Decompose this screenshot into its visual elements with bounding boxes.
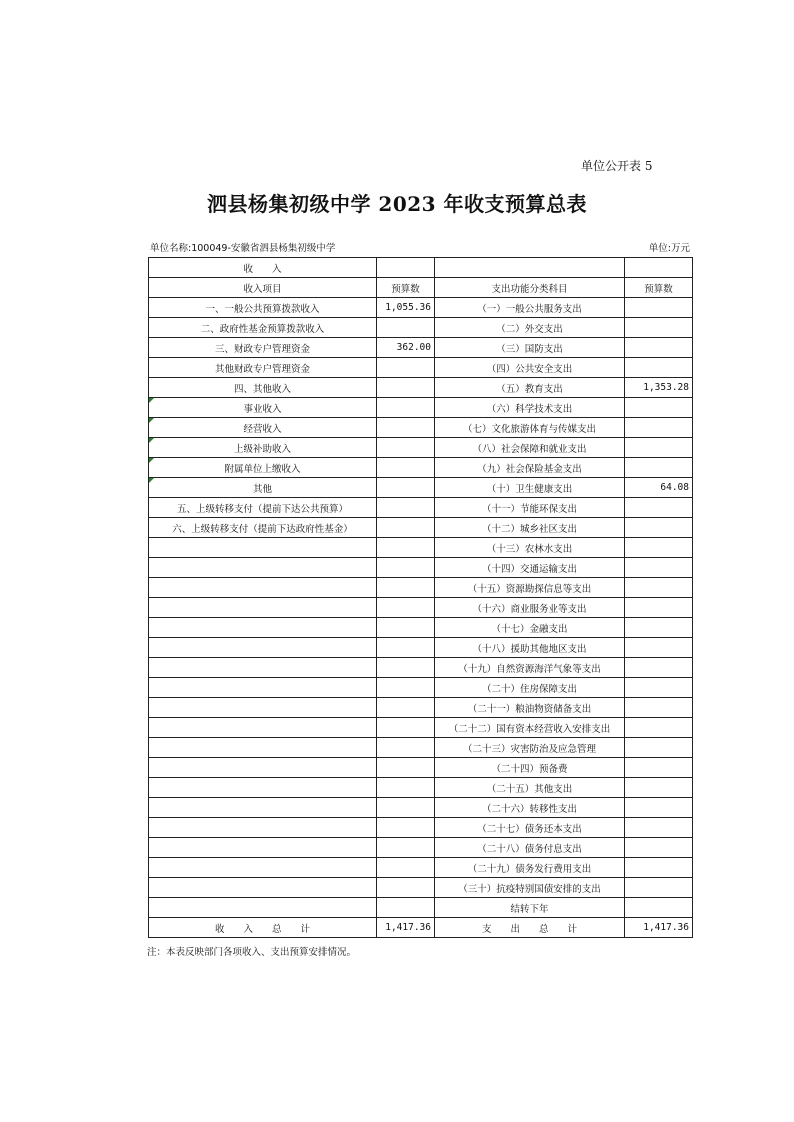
income-item-cell: 五、上级转移支付（提前下达公共预算） bbox=[149, 498, 377, 518]
expense-item-cell: （三十）抗疫特别国债安排的支出 bbox=[435, 878, 625, 898]
income-item-cell bbox=[149, 618, 377, 638]
expense-item-cell: （十七）金融支出 bbox=[435, 618, 625, 638]
income-item-cell bbox=[149, 758, 377, 778]
table-row bbox=[149, 878, 693, 898]
expense-amount-cell bbox=[625, 398, 693, 418]
table-row bbox=[149, 678, 693, 698]
expense-item-cell: （九）社会保险基金支出 bbox=[435, 458, 625, 478]
budget-table-body bbox=[149, 258, 693, 938]
expense-item-cell: （十一）节能环保支出 bbox=[435, 498, 625, 518]
table-row bbox=[149, 638, 693, 658]
income-amount-cell bbox=[377, 638, 435, 658]
totals-row bbox=[149, 918, 693, 938]
table-row bbox=[149, 518, 693, 538]
income-item-cell bbox=[149, 638, 377, 658]
table-row bbox=[149, 578, 693, 598]
income-item-cell: 事业收入 bbox=[149, 398, 377, 418]
income-item-cell: 六、上级转移支付（提前下达政府性基金） bbox=[149, 518, 377, 538]
income-item-cell bbox=[149, 658, 377, 678]
budget-table bbox=[148, 257, 693, 938]
income-total-label: 收 入 总 计 bbox=[149, 918, 377, 938]
income-total-amount: 1,417.36 bbox=[377, 918, 435, 938]
income-item-cell bbox=[149, 738, 377, 758]
table-row bbox=[149, 338, 693, 358]
expense-amount-cell bbox=[625, 558, 693, 578]
expense-item-cell: （二十七）债务还本支出 bbox=[435, 818, 625, 838]
income-item-cell bbox=[149, 858, 377, 878]
expense-amount-cell bbox=[625, 898, 693, 918]
income-amount-cell bbox=[377, 378, 435, 398]
income-item-cell bbox=[149, 578, 377, 598]
expense-item-cell: （十三）农林水支出 bbox=[435, 538, 625, 558]
table-row bbox=[149, 438, 693, 458]
expense-amount-cell bbox=[625, 498, 693, 518]
section-income-header: 收 入 bbox=[149, 258, 377, 278]
expense-amount-cell bbox=[625, 738, 693, 758]
expense-amount-cell bbox=[625, 778, 693, 798]
income-amount-cell bbox=[377, 578, 435, 598]
section-blank bbox=[377, 258, 435, 278]
table-row bbox=[149, 618, 693, 638]
income-amount-cell bbox=[377, 498, 435, 518]
expense-amount-cell bbox=[625, 538, 693, 558]
income-amount-cell bbox=[377, 658, 435, 678]
expense-amount-cell bbox=[625, 698, 693, 718]
income-item-cell: 二、政府性基金预算拨款收入 bbox=[149, 318, 377, 338]
expense-item-header: 支出功能分类科目 bbox=[435, 278, 625, 298]
expense-item-cell: （十六）商业服务业等支出 bbox=[435, 598, 625, 618]
income-item-cell bbox=[149, 838, 377, 858]
table-row bbox=[149, 838, 693, 858]
expense-amount-cell bbox=[625, 578, 693, 598]
table-row bbox=[149, 478, 693, 498]
income-amount-cell bbox=[377, 318, 435, 338]
expense-item-cell: （五）教育支出 bbox=[435, 378, 625, 398]
expense-item-cell: （十八）援助其他地区支出 bbox=[435, 638, 625, 658]
expense-item-cell: （四）公共安全支出 bbox=[435, 358, 625, 378]
expense-amount-cell: 1,353.28 bbox=[625, 378, 693, 398]
expense-amount-cell bbox=[625, 758, 693, 778]
income-item-cell bbox=[149, 898, 377, 918]
expense-amount-cell bbox=[625, 418, 693, 438]
expense-item-cell: （二十一）粮油物资储备支出 bbox=[435, 698, 625, 718]
expense-amount-cell bbox=[625, 658, 693, 678]
income-amount-cell bbox=[377, 898, 435, 918]
table-row bbox=[149, 378, 693, 398]
income-amount-cell bbox=[377, 758, 435, 778]
income-amount-cell bbox=[377, 538, 435, 558]
expense-amount-cell bbox=[625, 318, 693, 338]
income-amount-cell bbox=[377, 358, 435, 378]
income-item-cell: 其他财政专户管理资金 bbox=[149, 358, 377, 378]
expense-item-cell: （二十五）其他支出 bbox=[435, 778, 625, 798]
income-amount-cell bbox=[377, 738, 435, 758]
income-amount-cell: 1,055.36 bbox=[377, 298, 435, 318]
expense-item-cell: （一）一般公共服务支出 bbox=[435, 298, 625, 318]
income-amount-cell bbox=[377, 778, 435, 798]
income-amount-cell bbox=[377, 618, 435, 638]
expense-item-cell: （二十八）债务付息支出 bbox=[435, 838, 625, 858]
table-row bbox=[149, 898, 693, 918]
income-amount-cell bbox=[377, 518, 435, 538]
expense-amount-cell bbox=[625, 338, 693, 358]
footnote: 注：本表反映部门各项收入、支出预算安排情况。 bbox=[147, 947, 357, 958]
expense-amount-cell bbox=[625, 598, 693, 618]
income-item-cell: 三、财政专户管理资金 bbox=[149, 338, 377, 358]
income-item-cell bbox=[149, 598, 377, 618]
expense-item-cell: （二）外交支出 bbox=[435, 318, 625, 338]
page-label: 单位公开表 5 bbox=[581, 159, 653, 173]
unit-name: 单位名称:100049-安徽省泗县杨集初级中学 bbox=[150, 243, 336, 254]
income-amount-cell bbox=[377, 798, 435, 818]
expense-item-cell: （二十三）灾害防治及应急管理 bbox=[435, 738, 625, 758]
table-row bbox=[149, 398, 693, 418]
expense-item-cell: （二十二）国有资本经营收入安排支出 bbox=[435, 718, 625, 738]
table-row bbox=[149, 298, 693, 318]
income-item-cell bbox=[149, 798, 377, 818]
expense-item-cell: （八）社会保障和就业支出 bbox=[435, 438, 625, 458]
expense-item-cell: （十四）交通运输支出 bbox=[435, 558, 625, 578]
expense-item-cell: （二十九）债务发行费用支出 bbox=[435, 858, 625, 878]
table-row bbox=[149, 738, 693, 758]
expense-amount-cell bbox=[625, 718, 693, 738]
expense-total-label: 支 出 总 计 bbox=[435, 918, 625, 938]
income-amount-cell bbox=[377, 718, 435, 738]
expense-item-cell: （十九）自然资源海洋气象等支出 bbox=[435, 658, 625, 678]
table-row bbox=[149, 458, 693, 478]
income-amount-cell bbox=[377, 858, 435, 878]
income-amount-cell: 362.00 bbox=[377, 338, 435, 358]
expense-amount-cell bbox=[625, 798, 693, 818]
table-row bbox=[149, 818, 693, 838]
income-amount-cell bbox=[377, 558, 435, 578]
expense-amount-cell bbox=[625, 458, 693, 478]
income-item-cell: 一、一般公共预算拨款收入 bbox=[149, 298, 377, 318]
income-amount-cell bbox=[377, 438, 435, 458]
expense-item-cell: （二十六）转移性支出 bbox=[435, 798, 625, 818]
section-row bbox=[149, 258, 693, 278]
income-amount-cell bbox=[377, 818, 435, 838]
income-item-cell: 附属单位上缴收入 bbox=[149, 458, 377, 478]
expense-amount-header: 预算数 bbox=[625, 278, 693, 298]
expense-item-cell: （三）国防支出 bbox=[435, 338, 625, 358]
table-row bbox=[149, 498, 693, 518]
table-row bbox=[149, 758, 693, 778]
unit-label: 单位:万元 bbox=[648, 243, 690, 254]
expense-item-cell: （二十）住房保障支出 bbox=[435, 678, 625, 698]
income-item-cell: 上级补助收入 bbox=[149, 438, 377, 458]
income-amount-cell bbox=[377, 678, 435, 698]
table-row bbox=[149, 598, 693, 618]
header-row bbox=[149, 278, 693, 298]
expense-total-amount: 1,417.36 bbox=[625, 918, 693, 938]
income-amount-cell bbox=[377, 418, 435, 438]
expense-item-cell: 结转下年 bbox=[435, 898, 625, 918]
expense-item-cell: （七）文化旅游体育与传媒支出 bbox=[435, 418, 625, 438]
expense-amount-cell bbox=[625, 438, 693, 458]
income-amount-header: 预算数 bbox=[377, 278, 435, 298]
table-row bbox=[149, 538, 693, 558]
income-item-cell bbox=[149, 698, 377, 718]
expense-amount-cell bbox=[625, 518, 693, 538]
expense-amount-cell bbox=[625, 838, 693, 858]
income-item-cell bbox=[149, 778, 377, 798]
table-row bbox=[149, 718, 693, 738]
expense-amount-cell bbox=[625, 298, 693, 318]
expense-item-cell: （二十四）预备费 bbox=[435, 758, 625, 778]
table-meta bbox=[150, 240, 690, 254]
expense-amount-cell bbox=[625, 358, 693, 378]
expense-amount-cell bbox=[625, 818, 693, 838]
table-row bbox=[149, 798, 693, 818]
income-amount-cell bbox=[377, 398, 435, 418]
income-amount-cell bbox=[377, 598, 435, 618]
income-item-cell: 经营收入 bbox=[149, 418, 377, 438]
section-blank bbox=[625, 258, 693, 278]
income-item-header: 收入项目 bbox=[149, 278, 377, 298]
table-row bbox=[149, 658, 693, 678]
income-amount-cell bbox=[377, 458, 435, 478]
income-item-cell bbox=[149, 878, 377, 898]
expense-item-cell: （十五）资源勘探信息等支出 bbox=[435, 578, 625, 598]
expense-amount-cell bbox=[625, 618, 693, 638]
table-row bbox=[149, 698, 693, 718]
table-row bbox=[149, 418, 693, 438]
income-amount-cell bbox=[377, 838, 435, 858]
income-amount-cell bbox=[377, 878, 435, 898]
expense-amount-cell bbox=[625, 638, 693, 658]
expense-item-cell: （十）卫生健康支出 bbox=[435, 478, 625, 498]
expense-item-cell: （十二）城乡社区支出 bbox=[435, 518, 625, 538]
expense-amount-cell bbox=[625, 678, 693, 698]
expense-amount-cell: 64.08 bbox=[625, 478, 693, 498]
income-item-cell bbox=[149, 718, 377, 738]
table-row bbox=[149, 558, 693, 578]
income-item-cell: 四、其他收入 bbox=[149, 378, 377, 398]
table-row bbox=[149, 318, 693, 338]
income-item-cell bbox=[149, 558, 377, 578]
income-item-cell: 其他 bbox=[149, 478, 377, 498]
income-item-cell bbox=[149, 818, 377, 838]
table-row bbox=[149, 778, 693, 798]
income-item-cell bbox=[149, 678, 377, 698]
income-amount-cell bbox=[377, 478, 435, 498]
income-item-cell bbox=[149, 538, 377, 558]
expense-amount-cell bbox=[625, 878, 693, 898]
expense-amount-cell bbox=[625, 858, 693, 878]
section-blank bbox=[435, 258, 625, 278]
table-row bbox=[149, 358, 693, 378]
expense-item-cell: （六）科学技术支出 bbox=[435, 398, 625, 418]
income-amount-cell bbox=[377, 698, 435, 718]
table-row bbox=[149, 858, 693, 878]
page-title: 泗县杨集初级中学 2023 年收支预算总表 bbox=[206, 192, 588, 216]
